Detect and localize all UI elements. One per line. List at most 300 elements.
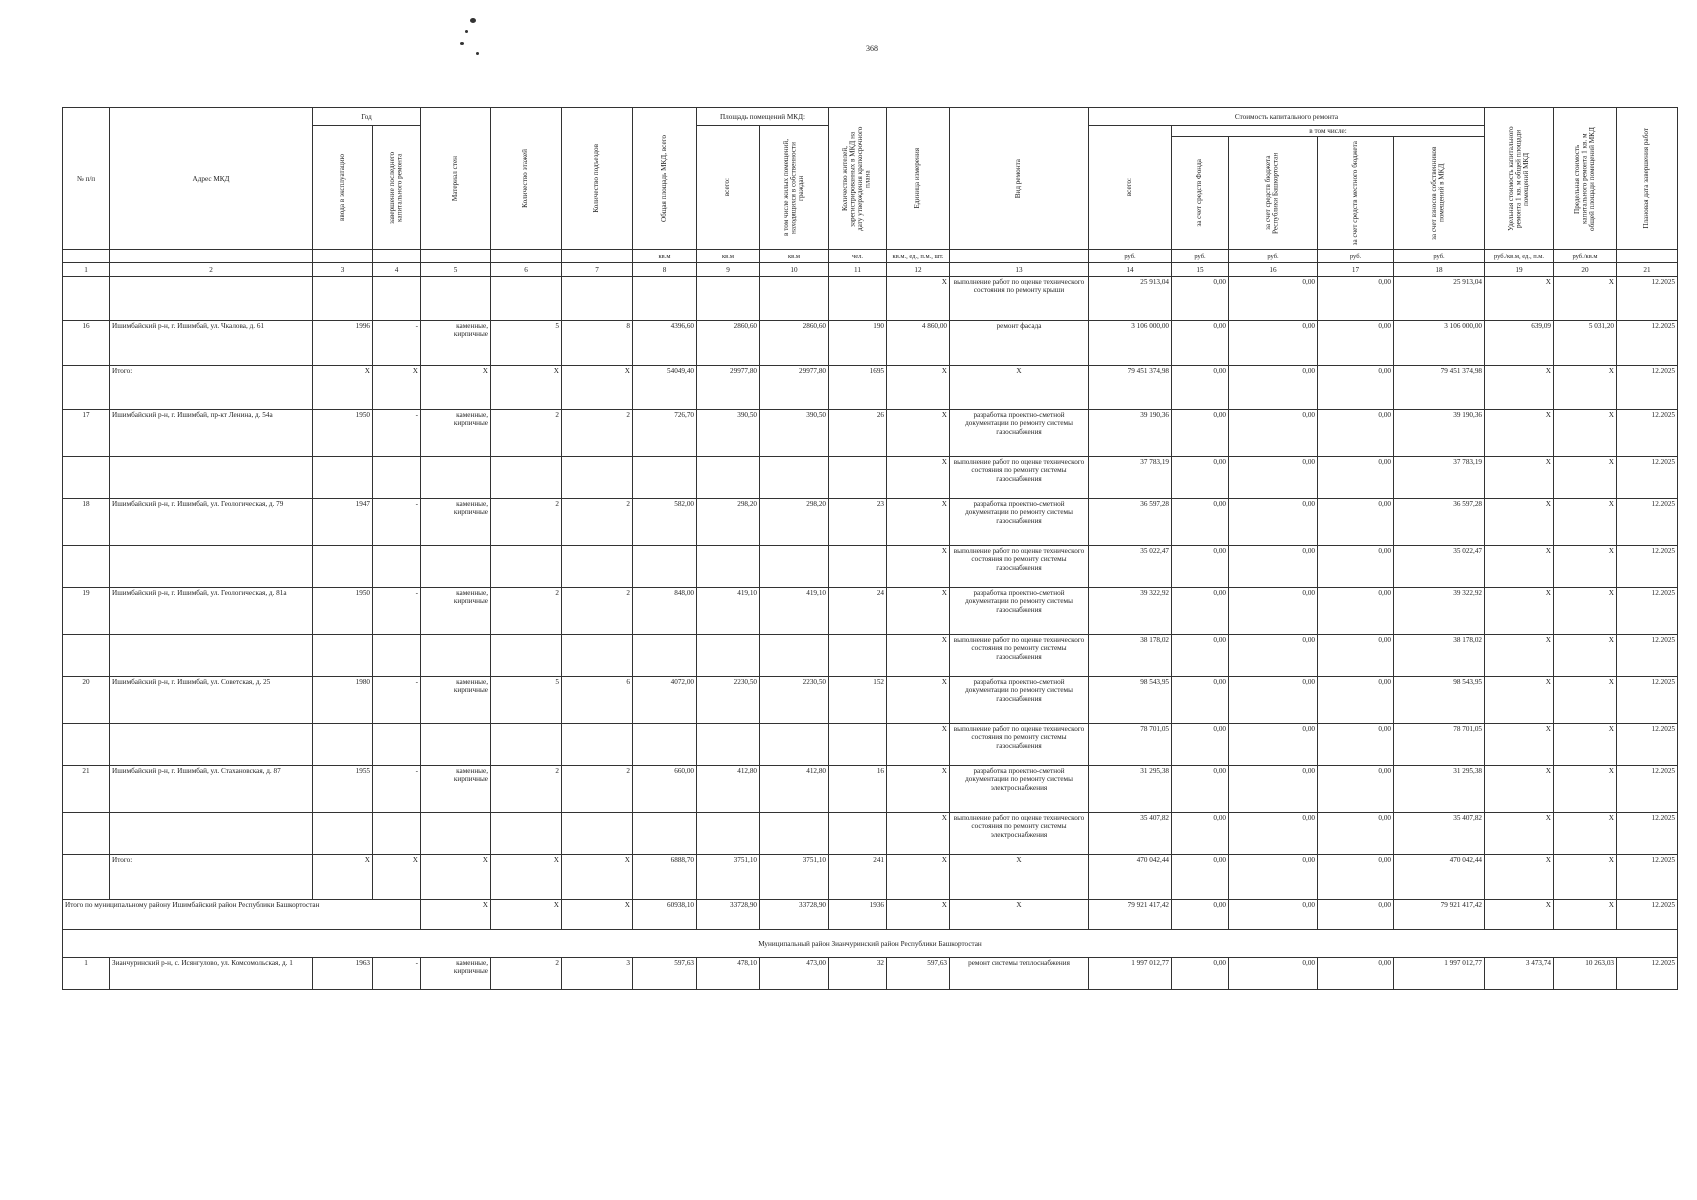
- table-cell: X: [562, 366, 633, 410]
- unit-cell: руб./кв.м, ед., п.м.: [1485, 250, 1554, 263]
- unit-cell: [63, 250, 110, 263]
- table-cell: 0,00: [1229, 813, 1318, 855]
- table-cell: 25 913,04: [1089, 277, 1172, 321]
- unit-cell: [313, 250, 373, 263]
- table-cell: [110, 635, 313, 677]
- table-cell: 419,10: [760, 588, 829, 635]
- district-total-label: Итого по муниципальному району Ишимбайский район Республики Башкортостан: [63, 900, 421, 930]
- table-cell: X: [1485, 724, 1554, 766]
- table-cell: 1955: [313, 766, 373, 813]
- scan-speck: [460, 42, 464, 45]
- table-cell: 0,00: [1229, 410, 1318, 457]
- table-cell: X: [1554, 277, 1617, 321]
- table-cell: 79 451 374,98: [1394, 366, 1485, 410]
- table-cell: [63, 813, 110, 855]
- table-cell: X: [1485, 499, 1554, 546]
- header-end-date: Плановая дата завершения работ: [1617, 108, 1678, 250]
- table-cell: 0,00: [1318, 724, 1394, 766]
- table-cell: 21: [63, 766, 110, 813]
- table-cell: 29977,80: [697, 366, 760, 410]
- column-number-cell: 7: [562, 263, 633, 277]
- table-row: [63, 766, 1678, 813]
- table-cell: X: [887, 724, 950, 766]
- table-cell: 5 031,20: [1554, 321, 1617, 366]
- table-cell: X: [1554, 724, 1617, 766]
- table-cell: 0,00: [1229, 635, 1318, 677]
- column-number-cell: 13: [950, 263, 1089, 277]
- table-cell: -: [373, 410, 421, 457]
- table-cell: 412,80: [697, 766, 760, 813]
- column-number-cell: 4: [373, 263, 421, 277]
- table-cell: 0,00: [1229, 958, 1318, 990]
- table-cell: 0,00: [1229, 277, 1318, 321]
- table-cell: X: [421, 855, 491, 900]
- table-cell: 4072,00: [633, 677, 697, 724]
- table-cell: 39 190,36: [1394, 410, 1485, 457]
- table-cell: 0,00: [1229, 457, 1318, 499]
- table-body: [63, 277, 1678, 990]
- table-cell: X: [1554, 366, 1617, 410]
- table-cell: 12.2025: [1617, 855, 1678, 900]
- table-cell: [313, 277, 373, 321]
- table-cell: 25 913,04: [1394, 277, 1485, 321]
- table-cell: 37 783,19: [1394, 457, 1485, 499]
- column-number-cell: 19: [1485, 263, 1554, 277]
- table-cell: 1950: [313, 588, 373, 635]
- column-number-cell: 14: [1089, 263, 1172, 277]
- table-cell: 582,00: [633, 499, 697, 546]
- table-cell: [491, 546, 562, 588]
- unit-cell: чел.: [829, 250, 887, 263]
- table-cell: 0,00: [1229, 366, 1318, 410]
- table-cell: X: [887, 900, 950, 930]
- header-max-cost: Предельная стоимость капитального ремонта 1 кв. м общей площади помещений МКД: [1554, 108, 1617, 250]
- table-cell: 0,00: [1172, 546, 1229, 588]
- table-cell: 0,00: [1172, 766, 1229, 813]
- table-cell: 0,00: [1172, 635, 1229, 677]
- table-cell: X: [562, 855, 633, 900]
- column-number-cell: 16: [1229, 263, 1318, 277]
- table-cell: [373, 546, 421, 588]
- section-title-row: [63, 930, 1678, 958]
- table-cell: 390,50: [760, 410, 829, 457]
- table-cell: -: [373, 958, 421, 990]
- table-cell: [829, 813, 887, 855]
- table-cell: X: [491, 900, 562, 930]
- table-cell: 12.2025: [1617, 635, 1678, 677]
- table-cell: 98 543,95: [1394, 677, 1485, 724]
- table-cell: -: [373, 588, 421, 635]
- table-cell: [110, 813, 313, 855]
- table-cell: [63, 277, 110, 321]
- table-cell: X: [887, 457, 950, 499]
- table-cell: 39 322,92: [1394, 588, 1485, 635]
- column-number-cell: 11: [829, 263, 887, 277]
- table-cell: [373, 277, 421, 321]
- table-cell: 12.2025: [1617, 366, 1678, 410]
- table-cell: 298,20: [760, 499, 829, 546]
- table-cell: разработка проектно-сметной документации по ремонту системы газоснабжения: [950, 677, 1089, 724]
- table-cell: X: [1485, 457, 1554, 499]
- table-cell: 0,00: [1318, 677, 1394, 724]
- unit-cell: [491, 250, 562, 263]
- table-cell: 0,00: [1172, 958, 1229, 990]
- header-wall-material: Материал стен: [421, 108, 491, 250]
- table-cell: 0,00: [1172, 724, 1229, 766]
- table-cell: [760, 724, 829, 766]
- table-cell: 16: [829, 766, 887, 813]
- section-title: Муниципальный район Зианчуринский район Республики Башкортостан: [63, 930, 1678, 958]
- table-cell: 12.2025: [1617, 410, 1678, 457]
- table-cell: [63, 855, 110, 900]
- header-work-type: Вид ремонта: [950, 108, 1089, 250]
- table-cell: [562, 546, 633, 588]
- table-cell: [373, 635, 421, 677]
- table-cell: X: [887, 410, 950, 457]
- table-cell: [110, 724, 313, 766]
- table-row: [63, 855, 1678, 900]
- table-cell: X: [887, 677, 950, 724]
- table-cell: X: [373, 366, 421, 410]
- table-cell: 18: [63, 499, 110, 546]
- table-cell: [760, 813, 829, 855]
- table-cell: 26: [829, 410, 887, 457]
- column-number-cell: 21: [1617, 263, 1678, 277]
- table-cell: 39 322,92: [1089, 588, 1172, 635]
- table-cell: X: [1485, 366, 1554, 410]
- table-cell: X: [562, 900, 633, 930]
- table-cell: разработка проектно-сметной документации по ремонту системы газоснабжения: [950, 588, 1089, 635]
- table-cell: 12.2025: [1617, 813, 1678, 855]
- table-cell: 0,00: [1318, 813, 1394, 855]
- table-cell: X: [1554, 677, 1617, 724]
- column-number-cell: 17: [1318, 263, 1394, 277]
- table-cell: 478,10: [697, 958, 760, 990]
- table-cell: 16: [63, 321, 110, 366]
- table-cell: 2: [562, 588, 633, 635]
- table-cell: 0,00: [1318, 855, 1394, 900]
- table-cell: каменные, кирпичные: [421, 588, 491, 635]
- table-cell: 1: [63, 958, 110, 990]
- table-cell: 12.2025: [1617, 900, 1678, 930]
- table-cell: 0,00: [1172, 588, 1229, 635]
- table-cell: 848,00: [633, 588, 697, 635]
- unit-cell: руб./кв.м: [1554, 250, 1617, 263]
- table-cell: [313, 724, 373, 766]
- table-cell: [491, 813, 562, 855]
- table-cell: [63, 366, 110, 410]
- table-cell: 0,00: [1318, 958, 1394, 990]
- table-cell: 0,00: [1172, 855, 1229, 900]
- table-cell: 3: [562, 958, 633, 990]
- table-cell: 3 106 000,00: [1394, 321, 1485, 366]
- table-cell: 0,00: [1172, 277, 1229, 321]
- table-cell: [697, 635, 760, 677]
- unit-cell: руб.: [1089, 250, 1172, 263]
- table-cell: X: [950, 366, 1089, 410]
- capital-repair-table: [62, 107, 1678, 990]
- table-cell: 0,00: [1229, 766, 1318, 813]
- table-cell: [373, 724, 421, 766]
- table-row: [63, 635, 1678, 677]
- table-cell: выполнение работ по оценке технического состояния по ремонту системы электроснабжения: [950, 813, 1089, 855]
- table-cell: 0,00: [1172, 457, 1229, 499]
- unit-cell: [421, 250, 491, 263]
- unit-cell: [562, 250, 633, 263]
- table-cell: 726,70: [633, 410, 697, 457]
- table-cell: 473,00: [760, 958, 829, 990]
- table-cell: 639,09: [1485, 321, 1554, 366]
- table-header: [63, 108, 1678, 277]
- district-total-row: [63, 900, 1678, 930]
- table-row: [63, 958, 1678, 990]
- table-row: [63, 321, 1678, 366]
- table-cell: 1 997 012,77: [1394, 958, 1485, 990]
- table-cell: 24: [829, 588, 887, 635]
- table-cell: [760, 277, 829, 321]
- table-cell: 152: [829, 677, 887, 724]
- unit-cell: руб.: [1394, 250, 1485, 263]
- unit-cell: кв.м: [633, 250, 697, 263]
- table-cell: Ишимбайский р-н, г. Ишимбай, пр-кт Ленина, д. 54а: [110, 410, 313, 457]
- table-cell: Ишимбайский р-н, г. Ишимбай, ул. Геологическая, д. 79: [110, 499, 313, 546]
- table-cell: 412,80: [760, 766, 829, 813]
- table-cell: X: [1554, 588, 1617, 635]
- table-cell: X: [421, 366, 491, 410]
- table-cell: [373, 457, 421, 499]
- table-cell: [562, 813, 633, 855]
- column-number-cell: 18: [1394, 263, 1485, 277]
- table-cell: 1 997 012,77: [1089, 958, 1172, 990]
- table-cell: [63, 546, 110, 588]
- table-cell: 4 860,00: [887, 321, 950, 366]
- table-cell: 0,00: [1318, 277, 1394, 321]
- column-number-cell: 3: [313, 263, 373, 277]
- table-cell: 0,00: [1318, 766, 1394, 813]
- table-cell: 2: [491, 766, 562, 813]
- table-cell: X: [421, 900, 491, 930]
- table-cell: 0,00: [1318, 366, 1394, 410]
- table-cell: Ишимбайский р-н, г. Ишимбай, ул. Геологическая, д. 81а: [110, 588, 313, 635]
- header-specific-cost: Удельная стоимость капитального ремонта 1 кв. м общей площади помещений МКД: [1485, 108, 1554, 250]
- table-cell: 17: [63, 410, 110, 457]
- table-row: [63, 457, 1678, 499]
- table-cell: X: [1485, 855, 1554, 900]
- header-cost-fund: за счет средств Фонда: [1172, 137, 1229, 250]
- table-cell: 3 106 000,00: [1089, 321, 1172, 366]
- table-cell: ремонт системы теплоснабжения: [950, 958, 1089, 990]
- table-cell: выполнение работ по оценке технического состояния по ремонту крыши: [950, 277, 1089, 321]
- table-cell: 12.2025: [1617, 766, 1678, 813]
- table-cell: 0,00: [1229, 855, 1318, 900]
- table-cell: 5: [491, 677, 562, 724]
- table-cell: X: [491, 855, 562, 900]
- table-cell: 2: [562, 766, 633, 813]
- table-cell: X: [1485, 900, 1554, 930]
- table-cell: [697, 277, 760, 321]
- table-cell: 8: [562, 321, 633, 366]
- table-row: [63, 410, 1678, 457]
- table-cell: 12.2025: [1617, 588, 1678, 635]
- table-cell: X: [887, 766, 950, 813]
- table-cell: [110, 277, 313, 321]
- table-cell: Итого:: [110, 366, 313, 410]
- table-cell: X: [887, 499, 950, 546]
- table-cell: X: [887, 813, 950, 855]
- table-cell: 0,00: [1318, 499, 1394, 546]
- table-cell: 35 407,82: [1089, 813, 1172, 855]
- table-cell: 2230,50: [697, 677, 760, 724]
- table-cell: 0,00: [1318, 457, 1394, 499]
- table-cell: 0,00: [1172, 321, 1229, 366]
- column-number-cell: 10: [760, 263, 829, 277]
- table-cell: 2: [562, 499, 633, 546]
- column-number-cell: 8: [633, 263, 697, 277]
- table-cell: 12.2025: [1617, 321, 1678, 366]
- table-cell: [829, 546, 887, 588]
- table-cell: X: [950, 855, 1089, 900]
- column-number-cell: 12: [887, 263, 950, 277]
- table-cell: 36 597,28: [1394, 499, 1485, 546]
- table-cell: 190: [829, 321, 887, 366]
- table-cell: 2: [562, 410, 633, 457]
- table-cell: 0,00: [1172, 366, 1229, 410]
- header-address: Адрес МКД: [110, 108, 313, 250]
- table-cell: 79 921 417,42: [1394, 900, 1485, 930]
- table-cell: 20: [63, 677, 110, 724]
- table-cell: 241: [829, 855, 887, 900]
- table-cell: 0,00: [1229, 900, 1318, 930]
- table-cell: 4396,60: [633, 321, 697, 366]
- table-cell: [697, 457, 760, 499]
- table-cell: 2: [491, 588, 562, 635]
- header-floors: Количество этажей: [491, 108, 562, 250]
- table-cell: Ишимбайский р-н, г. Ишимбай, ул. Чкалова, д. 61: [110, 321, 313, 366]
- table-row: [63, 546, 1678, 588]
- table-cell: X: [1485, 813, 1554, 855]
- table-cell: 0,00: [1318, 546, 1394, 588]
- header-cost-total: всего:: [1089, 126, 1172, 250]
- table-cell: 1947: [313, 499, 373, 546]
- table-cell: 470 042,44: [1394, 855, 1485, 900]
- table-cell: X: [887, 588, 950, 635]
- table-cell: 3751,10: [760, 855, 829, 900]
- table-cell: 98 543,95: [1089, 677, 1172, 724]
- table-cell: 31 295,38: [1394, 766, 1485, 813]
- unit-cell: руб.: [1172, 250, 1229, 263]
- table-cell: 78 701,05: [1394, 724, 1485, 766]
- table-cell: 0,00: [1229, 677, 1318, 724]
- header-total-area: Общая площадь МКД, всего: [633, 108, 697, 250]
- table-cell: X: [1554, 499, 1617, 546]
- table-cell: [760, 546, 829, 588]
- column-number-cell: 20: [1554, 263, 1617, 277]
- header-premises-total: всего:: [697, 126, 760, 250]
- table-cell: разработка проектно-сметной документации по ремонту системы газоснабжения: [950, 499, 1089, 546]
- table-cell: 3 473,74: [1485, 958, 1554, 990]
- table-cell: [633, 457, 697, 499]
- table-cell: разработка проектно-сметной документации по ремонту системы электроснабжения: [950, 766, 1089, 813]
- table-row: [63, 588, 1678, 635]
- table-row: [63, 724, 1678, 766]
- table-cell: [633, 635, 697, 677]
- unit-cell: кв.м., ед., п.м., шт.: [887, 250, 950, 263]
- table-cell: [562, 724, 633, 766]
- table-cell: 60938,10: [633, 900, 697, 930]
- table-cell: [562, 277, 633, 321]
- table-cell: [421, 457, 491, 499]
- table-cell: 470 042,44: [1089, 855, 1172, 900]
- column-number-cell: 1: [63, 263, 110, 277]
- table-cell: X: [1485, 635, 1554, 677]
- table-cell: 5: [491, 321, 562, 366]
- unit-cell: [110, 250, 313, 263]
- table-cell: X: [1485, 588, 1554, 635]
- table-cell: каменные, кирпичные: [421, 321, 491, 366]
- table-cell: [697, 813, 760, 855]
- table-row: [63, 366, 1678, 410]
- table-cell: [491, 635, 562, 677]
- header-year-commission: ввода в эксплуатацию: [313, 126, 373, 250]
- table-cell: X: [1554, 546, 1617, 588]
- table-cell: 12.2025: [1617, 677, 1678, 724]
- unit-cell: [1617, 250, 1678, 263]
- table-cell: [313, 813, 373, 855]
- table-cell: X: [1554, 457, 1617, 499]
- table-cell: 2230,50: [760, 677, 829, 724]
- table-cell: [421, 546, 491, 588]
- column-number-cell: 9: [697, 263, 760, 277]
- table-cell: X: [1554, 855, 1617, 900]
- table-cell: 10 263,03: [1554, 958, 1617, 990]
- table-cell: -: [373, 321, 421, 366]
- table-cell: X: [313, 366, 373, 410]
- table-cell: 12.2025: [1617, 546, 1678, 588]
- table-cell: 23: [829, 499, 887, 546]
- table-cell: 0,00: [1229, 588, 1318, 635]
- unit-cell: [950, 250, 1089, 263]
- table-cell: 12.2025: [1617, 277, 1678, 321]
- table-cell: [760, 635, 829, 677]
- table-cell: 597,63: [633, 958, 697, 990]
- table-cell: 419,10: [697, 588, 760, 635]
- table-cell: 12.2025: [1617, 724, 1678, 766]
- scan-speck: [470, 18, 476, 23]
- table-cell: X: [1554, 410, 1617, 457]
- table-cell: X: [1485, 410, 1554, 457]
- column-number-cell: 15: [1172, 263, 1229, 277]
- table-cell: [491, 724, 562, 766]
- table-cell: 1695: [829, 366, 887, 410]
- table-cell: 33728,90: [760, 900, 829, 930]
- table-cell: [491, 457, 562, 499]
- table-cell: 0,00: [1229, 321, 1318, 366]
- table-row: [63, 813, 1678, 855]
- table-cell: [491, 277, 562, 321]
- table-cell: [829, 724, 887, 766]
- table-cell: 0,00: [1172, 410, 1229, 457]
- table-cell: 38 178,02: [1394, 635, 1485, 677]
- table-cell: 660,00: [633, 766, 697, 813]
- table-cell: разработка проектно-сметной документации по ремонту системы газоснабжения: [950, 410, 1089, 457]
- table-cell: 1950: [313, 410, 373, 457]
- table-row: [63, 677, 1678, 724]
- table-cell: 12.2025: [1617, 457, 1678, 499]
- table-cell: X: [1554, 635, 1617, 677]
- table-cell: Ишимбайский р-н, г. Ишимбай, ул. Стахановская, д. 87: [110, 766, 313, 813]
- table-cell: 79 451 374,98: [1089, 366, 1172, 410]
- table-cell: [697, 546, 760, 588]
